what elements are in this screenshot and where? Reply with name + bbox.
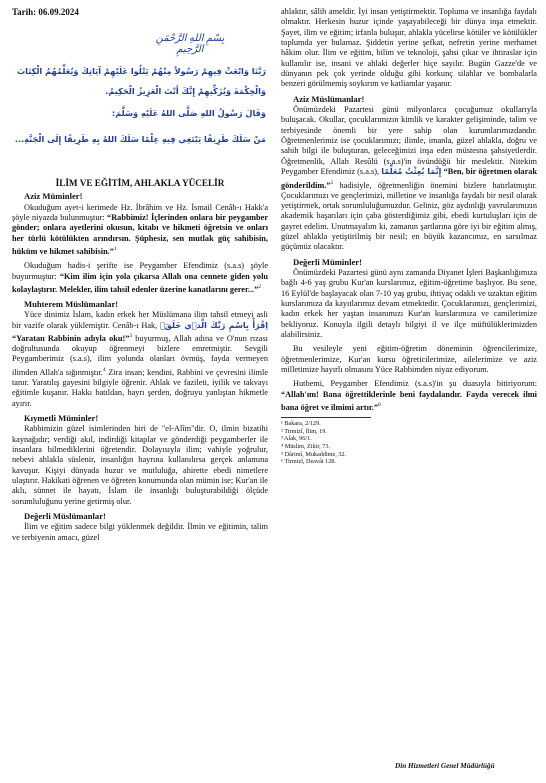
arabic-inline-hadith: إِنَّمَا بُعِثْتُ مُعَلِّمًا [381, 167, 442, 177]
section-heading-4: Değerli Müslümanlar! [24, 511, 106, 522]
arabic-hadith: مَنْ سَلَكَ طَرِيقًا يَبْتَغِي فِيهِ عِلْمًا سَلَكَ اللهُ بِهِ طَرِيقًا إِلَى الْجَنَّةِ... [14, 134, 266, 144]
footnote-ref: 4 [102, 366, 106, 373]
footnote-divider [281, 417, 371, 418]
sermon-date: Tarih: 06.09.2024 [12, 7, 79, 17]
paragraph-3: Yüce dinimiz İslam, kadın erkek her Müslümana ilim tahsil etmeyi asli bir vazife olarak yüklemiştir. Cenâb-ı Hak, اِقْرَأْ بِاسْمِ رَبِّكَ الَّذ۪ي خَلَقَۚ “Yaratan Rabbinin adıyla oku!”$^3$ buyurmuş, Allah adına ve O'nun rızası doğrultusunda okuyup öğrenmeyi bizlere emretmiştir. Sevgili Peygamberimiz (s.a.s), ilim yolunda olanları övmüş, fayda vermeyen ilimden Allah'a sığınmıştır.$^4$ Zira insan; kendini, Rabbini ve çevresini ilimle tanır. Yaratılış gayesini bilgiyle öğrenir. Ahlak ve fazileti, iyilik ve takvayı eğitimle kuşanır. Hakkı batıldan, hayrı şerden, doğruyu yanlıştan hikmetle ayırır. [12, 310, 269, 408]
footnote-item: ⁶ Tirmizî, Deavât 128. [281, 458, 336, 466]
footnote-ref: 5 [330, 179, 334, 186]
paragraph-2: Okuduğum hadis-i şerifte ise Peygamber Efendimiz (s.a.s) şöyle buyurmuştur: “Kim ilim için yola çıkarsa Allah ona cennete giden yolu kolaylaştırır. Melekler, ilim tahsil edenler üzerine kanatlarını gerer...”$^2$ [12, 261, 268, 294]
paragraph-4: Rabbimizin güzel isimlerinden biri de "el-Alîm"dir. O, ilmin bizatihi kaynağıdır; verdiği akıl, indirdiği kitaplar ve gönderdiği peygamberler ile insanlara bilmediklerini öğretendir. Dolayısıyla ilim; vahiyle yoğrulur, nebevi ahlakla süslenir, insanlığın hayrına kullanılırsa gerçek anlamına kavuşur. Kişiyi dünyada huzur ve mutluluğa, ahirette ebedi nimetlere ulaştırır. Hakikati öğrenen ve öğreten konumunda olan mümin ise; Kur'an ile aklı, sünnet ile hayatı, İslam ile insanlığı buluşturabildiği ölçüde sorumluluğunu yerine getirmiş olur. [12, 424, 268, 506]
footnote-item: ³ Alak, 96/1. [281, 435, 312, 443]
footnotes [281, 420, 537, 466]
footnote-item: ⁴ Müslim, Zikir, 73. [281, 443, 331, 451]
right-column [281, 7, 537, 466]
paragraph-7: Önümüzdeki Pazartesi günü milyonlarca çocuğumuz okullarıyla buluşacak. Okullar, çocuklarımızın kimlik ve karakter gelişiminde, talim ve terbiyesinde önemli bir yere sahip olan kurumlarımızdandır. Öğretmenlerimiz ise çocuklarımızı; ilimle, imanla, güzel ahlakla, doğru ve sahih bilgi ile buluşturan, geleceğimizi inşa eden müstesna şahsiyetlerdir. Öğretmenlik, Allah Resûlü (s.a.s)'in övündüğü bir meslektir. Nitekim Peygamber Efendimiz (s.a.s), إِنَّمَا بُعِثْتُ مُعَلِّمًا “Ben, bir öğretmen olarak gönderildim.”$^5$ hadisiyle, öğretmenliğin önemini bizlere hatırlatmıştır. Çocuklarımızı ve gençlerimizi, milletine ve insanlığa faydalı bir nesil olarak yetiştirmek, ortak sorumluluğumuzdur. Geliniz, göz aydınlığı yavrularımızın akademik başarıları için çaba gösterdiğimiz gibi, ebedi kurtuluşları için de gayret edelim. Unutmayalım ki, zamanın şartlarına göre iyi bir eğitim almış, güzel ahlakla yetiştirilmiş bir nesil; en büyük kazancımız, en sarsılmaz güçümüz olacaktır. [281, 105, 538, 252]
section-heading-3: Kıymetli Müminler! [24, 412, 99, 423]
footnote-ref: 3 [129, 333, 133, 339]
arabic-hadith-intro: وَقَالَ رَسُولُ اللهِ صَلَّى اللهُ عَلَيْهِ وَسَلَّمَ: [111, 108, 266, 118]
verse-translation: “Yaratan Rabbinin adıyla oku!” [12, 333, 130, 343]
basmala-calligraphy: بِسْمِ اللهِ الرَّحْمَنِ الرَّحِيمِ [155, 33, 225, 55]
left-column [12, 178, 268, 547]
verse-translation: “Rabbimiz! İçlerinden onlara bir peygamber gönder; onlara ayetlerini okusun, kitabı ve hikmeti öğretsin ve onları her türlü kötülükten arındırsın. Şüphesiz, sen mutlak güç sahibisin, hüküm ve hikmet sahibisin.” [12, 213, 269, 256]
footnote-item: ¹ Bakara, 2/129. [281, 420, 321, 428]
paragraph-5: İlim ve eğitim sadece bilgi yüklenmek değildir. İlmin ve eğitimin, talim ve terbiyenin amacı, güzel [12, 522, 268, 542]
footnote-item: ² Tirmizî, İlim, 19. [281, 427, 327, 435]
hadith-translation: “Kim ilim için yola çıkarsa Allah ona cennete giden yolu kolaylaştırır. Melekler, ilim tahsil edenler üzerine kanatlarını gerer...” [12, 271, 268, 294]
hadith-translation: “Ben, bir öğretmen olarak gönderildim.” [281, 167, 538, 190]
footnote-ref: 1 [113, 246, 117, 253]
section-heading-6: Değerli Müminler! [293, 256, 362, 267]
section-heading-1: Aziz Müminler! [24, 191, 83, 202]
section-heading-2: Muhterem Müslümanlar! [24, 298, 119, 309]
paragraph-6: ahlaktır, sâlih ameldir. İyi insan yetiştirmektir. Topluma ve insanlığa faydalı olmaktır. Herkesin huzur içinde yaşayabileceği bir dünya inşa etmektir. Şayet, ilim ve eğitim; irfanla buluşur, ahlakla yücelirse kötüler ve kötülükler toplumda yer bulamaz. Şiddetin yerine şefkat, nefretin yerine merhamet hâkim olur. İlim ve eğitim, bilim ve teknoloji, şahsi çıkar ve ihtiraslar için kullanılır ise, insani ve ahlaki değerler hiçe sayılır. Bugün Gazze'de ve dünyanın pek çok yerinde olduğu gibi korkunç silahlar ve bombalarla benzeri görülmemiş soykırım ve katliamlar yaşanır. [281, 7, 537, 89]
paragraph-9: Bu vesileyle yeni eğitim-öğretim döneminin öğrencilerimize, öğretmenlerimize, Kur'an kursu öğreticilerimize, ailelerimize ve aziz milletimize hayırlı olmasını Yüce Rabbimden niyaz ediyorum. [281, 344, 537, 375]
section-heading-5: Aziz Müslümanlar! [293, 93, 365, 104]
footnote-item: ⁵ Dârimî, Mukaddime, 32. [281, 450, 347, 458]
arabic-verse-line-1: رَبَّنَا وَابْعَثْ فِيهِمْ رَسُولاً مِنْهُمْ يَتْلُوا عَلَيْهِمْ آيَاتِكَ وَيُعَلِّمُهُمُ الْكِتَابَ [16, 66, 266, 76]
paragraph-1: Okuduğum ayet-i kerimede Hz. İbrâhim ve Hz. İsmail Cenâb-ı Hakk'a şöyle niyazda bulunmuştur: “Rabbimiz! İçlerinden onlara bir peygamber gönder; onlara ayetlerini okusun, kitabı ve hikmeti öğretsin ve onları her türlü kötülükten arındırsın. Şüphesiz, sen mutlak güç sahibisin, hüküm ve hikmet sahibisin.”$^1$ [12, 202, 269, 256]
paragraph-8: Önümüzdeki Pazartesi günü aynı zamanda Diyanet İşleri Başkanlığımıza bağlı 4-6 yaş grubu Kur'an kurslarımız, eğitim-öğretime başlıyor. Bu sene, 16 Eylül'de başlayacak olan 7-10 yaş grubu, ihtiyaç odaklı ve uzaktan eğitim kurslarımıza da kayıtlarımız devam etmektedir. Çocuklarımızı, gençlerimizi, kadın erkek her yaştan insanımızı Kur'an kurslarımıza ve camilerimize bekliyoruz. Konuyla ilgili detaylı bilgiyi il ve ilçe müftülüklerimizden alabilirsiniz. [281, 268, 537, 340]
paragraph-10: Hutbemi, Peygamber Efendimiz (s.a.s)'in şu duasıyla bitiriyorum: “Allah'ım! Bana öğrettiklerinle beni faydalandır. Fayda verecek ilmi bana öğret ve ilmimi artır.”$^6$ [281, 379, 537, 412]
arabic-verse-line-2: وَالْحِكْمَةَ وَيُزَكِّيهِمْ إِنَّكَ أَنْتَ الْعَزِيزُ الْحَكِيمُ. [105, 86, 266, 96]
closing-prayer: “Allah'ım! Bana öğrettiklerinle beni faydalandır. Fayda verecek ilmi bana öğret ve ilmimi artır.” [281, 389, 537, 412]
sermon-title: İLİM VE EĞİTİM, AHLAKLA YÜCELİR [55, 178, 225, 188]
footnote-ref: 2 [258, 283, 262, 290]
issuer-signature: Din Hizmetleri Genel Müdürlüğü [395, 762, 495, 770]
arabic-inline-verse: اِقْرَأْ بِاسْمِ رَبِّكَ الَّذ۪ي خَلَقَۚ [159, 320, 269, 330]
footnote-ref: 6 [378, 402, 381, 409]
